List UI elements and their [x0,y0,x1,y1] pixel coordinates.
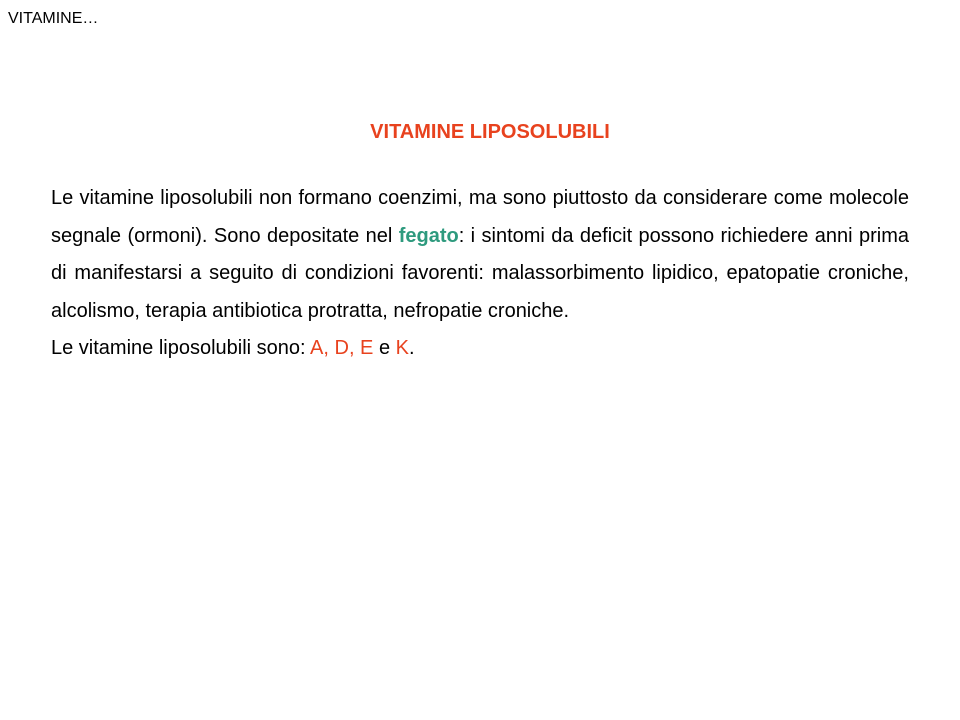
header-label: VITAMINE… [8,10,99,27]
slide-body [51,180,909,368]
paragraph2-before: Le vitamine liposolubili sono: [51,337,311,359]
paragraph1-after: : i sintomi da deficit possono richiedere anni prima di manifestarsi a seguito di condizioni favorenti: malassorbimento lipidico, epatopatie croniche, alcolismo, terapia antibiotica protratta, nefropatie croniche. [51,224,909,322]
highlight-fegato: fegato [398,224,459,247]
paragraph-description [51,180,909,330]
paragraph2-end: . [409,337,415,359]
paragraph2-conjunction: e [373,337,396,359]
paragraph1-before: Le vitamine liposolubili non formano coenzimi, ma sono piuttosto da considerare come molecole segnale (ormoni). Sono depositate nel [51,187,909,247]
slide-title: VITAMINE LIPOSOLUBILI [370,121,610,143]
vitamins-list: A, D, E [310,337,374,359]
paragraph-vitamins [51,330,909,368]
vitamin-k: K [395,337,409,359]
